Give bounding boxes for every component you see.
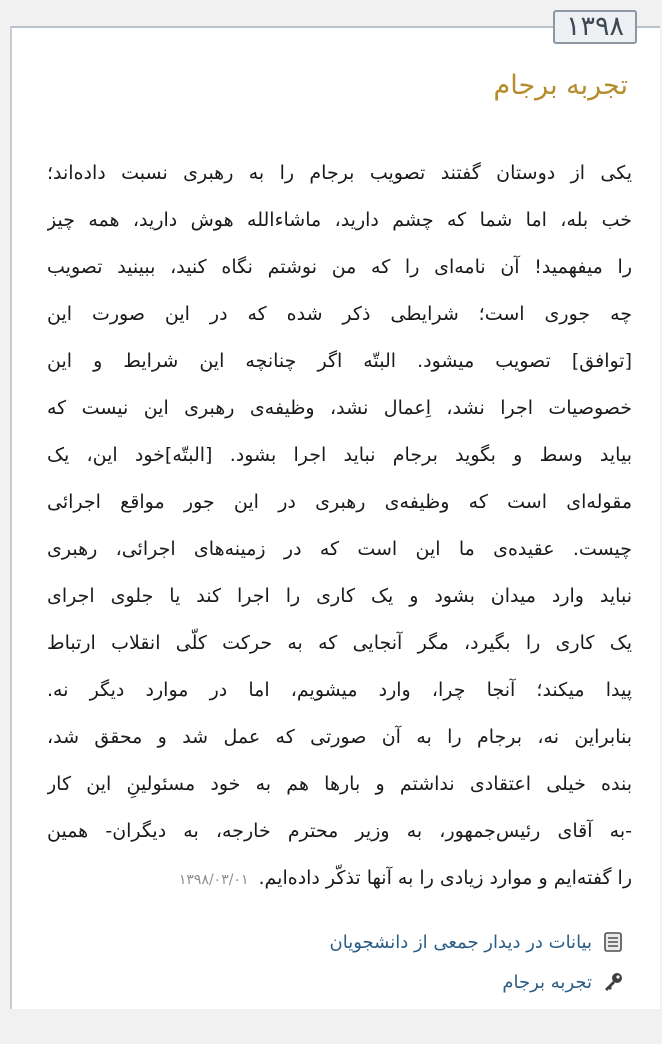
link-topic-keyword[interactable] xyxy=(330,962,624,1002)
text-line: پیدا میکند؛ آنجا چرا، وارد میشویم، اما در موارد دیگر نه. xyxy=(47,679,632,701)
text-line-last xyxy=(47,855,632,902)
text-line: بیاید وسط و بگوید برجام نباید اجرا بشود. [البتّه]خود این، یک xyxy=(47,444,632,466)
quote-text xyxy=(47,150,632,902)
link-label: تجربه برجام xyxy=(502,971,592,993)
text-line: چیست. عقیده‌ی ما این است که در زمینه‌های اجرائی، رهبری xyxy=(47,538,632,560)
link-speech-source[interactable] xyxy=(330,922,624,962)
text-line: را گفته‌ایم و موارد زیادی را به آنها تذکّر داده‌ایم. xyxy=(258,867,632,889)
text-line: [توافق] تصویب میشود. البتّه اگر چنانچه این شرایط و این xyxy=(47,350,632,372)
text-line: یک کاری را بگیرد، مگر آنجایی که به حرکت کلّی انقلاب ارتباط xyxy=(47,632,632,654)
link-label: بیانات در دیدار جمعی از دانشجویان xyxy=(329,931,592,953)
text-line: چه جوری است؛ شرایطی ذکر شده که در این صورت این xyxy=(47,303,632,325)
text-line: مقوله‌ای است که وظیفه‌ی رهبری در این جور مواقع اجرائی xyxy=(47,491,632,513)
text-line: خصوصیات اجرا نشد، اِعمال نشد، وظیفه‌ی رهبری این نیست که xyxy=(47,397,632,419)
text-line: خب بله، اما شما که چشم دارید، ماشاءالله هوش دارید، همه چیز xyxy=(47,209,632,231)
text-line: -به آقای رئیس‌جمهور، به وزیر محترم خارجه، به دیگران- همین xyxy=(47,820,632,842)
year-badge[interactable]: ۱۳۹۸ xyxy=(553,10,637,44)
text-line: نباید وارد میدان بشود و یک کاری را اجرا کند یا جلوی اجرای xyxy=(47,585,632,607)
text-line: بنده خیلی اعتقادی نداشتم و بارها هم به خود مسئولینِ این کار xyxy=(47,773,632,795)
key-icon xyxy=(602,971,624,993)
text-line: یکی از دوستان گفتند تصویب برجام را به رهبری نسبت داده‌اند؛ xyxy=(47,162,632,184)
page-title: تجربه برجام xyxy=(493,70,628,101)
related-links xyxy=(330,922,624,1002)
text-line: را میفهمید! آن نامه‌ای را که من نوشتم نگاه کنید، ببینید تصویب xyxy=(47,256,632,278)
document-icon xyxy=(602,931,624,953)
date-stamp: ۱۳۹۸/۰۳/۰۱ xyxy=(178,872,249,888)
text-line: بنابراین نه، برجام را به آن صورتی که عمل شد و محقق شد، xyxy=(47,726,632,748)
